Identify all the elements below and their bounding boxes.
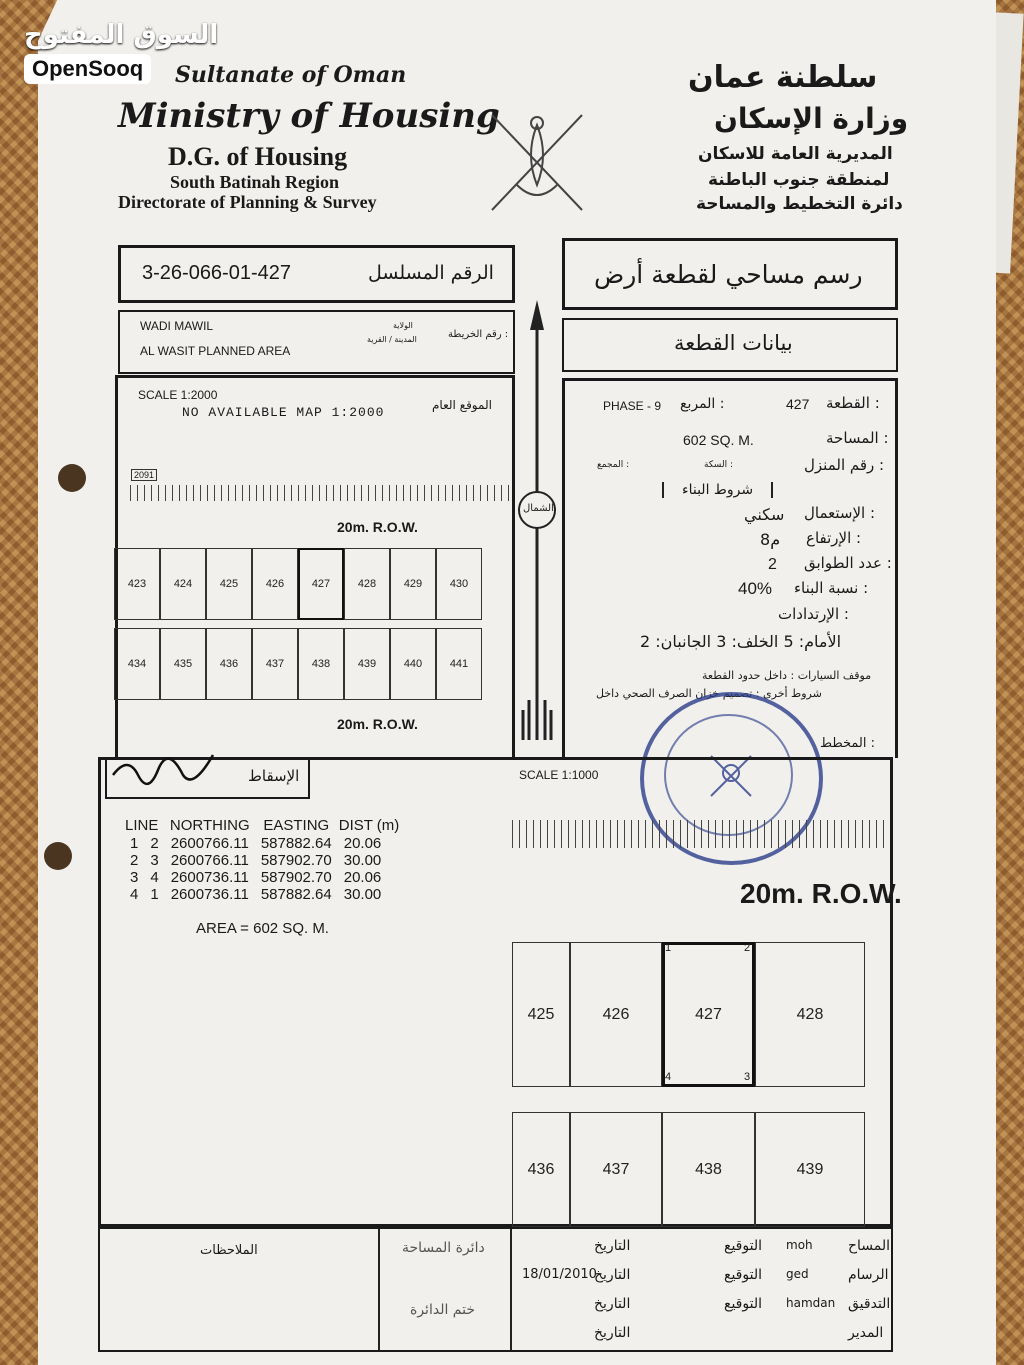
table-cell: 30.00 [343,886,382,903]
detail-plan-lot: 438 [662,1112,755,1227]
table-cell: 587882.64 [260,835,332,852]
table-cell: 4 [130,886,139,903]
header-dg-ar: المديرية العامة للاسكان [698,144,893,164]
footer-cell: المساح [848,1238,891,1254]
map-number-label: رقم الخريطة : [448,329,509,340]
header-sultanate-ar: سلطنة عمان [688,60,878,95]
corner-1: 1 [665,942,672,954]
header-dg: D.G. of Housing [168,142,348,171]
footer-cell: التوقيع [724,1238,762,1254]
site-plan-road-bottom: 20m. R.O.W. [337,716,418,732]
footer-cell: المدير [848,1325,884,1341]
detail-plan-lot: 426 [570,942,662,1087]
footer-cell: التوقيع [724,1267,762,1283]
col-easting: EASTING [263,817,330,834]
table-row [124,869,400,886]
detail-plan-lot: 437 [570,1112,662,1227]
col-dist: DIST (m) [338,817,400,834]
plot-value: 427 [786,396,810,412]
parking-row: موقف السيارات : داخل حدود القطعة [702,669,872,682]
setbacks-value: الأمام: 5 الخلف: 3 الجانبان: 2 [640,632,842,651]
coverage-label: نسبة البناء : [794,579,869,597]
table-cell: 587882.64 [260,886,332,903]
plan-label: المخطط : [820,736,875,751]
detail-plan-lot: 439 [755,1112,865,1227]
survey-dept-stamp-text: دائرة المساحة [402,1240,485,1256]
site-plan-hatch [130,485,510,501]
serial-label: الرقم المسلسل [368,262,494,284]
site-plan-lot: 426 [252,548,298,620]
site-plan-lot: 423 [114,548,160,620]
table-cell: 2600766.11 [170,852,249,869]
table-cell: 2600736.11 [170,869,249,886]
table-cell: 2600766.11 [170,835,249,852]
coords-area: AREA = 602 SQ. M. [196,920,329,937]
site-plan-road-top: 20m. R.O.W. [337,519,418,535]
remarks-label: الملاحظات [200,1243,258,1258]
table-cell: 1 [150,886,159,903]
table-cell: 20.06 [343,869,382,886]
footer-cell: ged [786,1267,809,1281]
table-cell: 3 [130,869,139,886]
corner-3: 3 [744,1071,751,1083]
footer-cell: التاريخ [594,1238,631,1254]
site-plan-lot: 430 [436,548,482,620]
table-row [124,852,400,869]
header-sultanate: Sultanate of Oman [175,62,407,88]
wilayat-label: الولاية [393,321,413,330]
corner-4: 4 [665,1071,672,1083]
city-label: المدينة / القرية [367,335,417,344]
punch-hole-bottom [44,842,72,870]
footer-cell: 18/01/2010 [522,1267,597,1282]
use-label: الإستعمال : [804,504,876,522]
site-plan-lot: 425 [206,548,252,620]
north-label: الشمال [523,503,554,514]
footer-cell: التوقيع [724,1296,762,1312]
table-cell: 2 [130,852,139,869]
logo-arabic: السوق المفتوح [24,20,219,50]
table-cell: 587902.70 [260,852,332,869]
wilayat-value: WADI MAWIL [140,319,214,333]
punch-hole-top [58,464,86,492]
footer-cell: التاريخ [594,1267,631,1283]
detail-road: 20m. R.O.W. [740,878,902,909]
area-value: AL WASIT PLANNED AREA [140,344,291,358]
site-plan-lot: 437 [252,628,298,700]
site-plan-label: الموقع العام [432,398,492,412]
detail-plan-lot: 427 [662,942,755,1087]
building-conditions-label: شروط البناء [662,482,773,498]
plot-label: القطعة : [826,394,880,412]
setbacks-label: الإرتدادات : [778,605,849,623]
use-value: سكني [744,505,785,524]
detail-plan-lot: 428 [755,942,865,1087]
area-label: المساحة : [826,429,889,447]
other-conditions-row: شروط أخرى : تصميم خزان الصرف الصحي داخل [596,687,822,700]
north-arrow-icon [515,300,563,750]
footer-cell: الرسام [848,1267,889,1283]
detail-scale: SCALE 1:1000 [519,768,599,782]
table-cell: 587902.70 [260,869,332,886]
table-cell: 2 [150,835,159,852]
area-value-plot: 602 SQ. M. [683,432,754,448]
table-cell: 30.00 [343,852,382,869]
site-plan-lot: 440 [390,628,436,700]
street-label: السكة : [704,460,733,470]
footer-cell: التدقيق [848,1296,891,1312]
coverage-value: 40% [738,579,773,598]
col-line: LINE [125,817,159,834]
site-plan-scale: SCALE 1:2000 [138,388,218,402]
floors-label: عدد الطوابق : [804,554,892,572]
site-plan-lot: 436 [206,628,252,700]
footer-cell: moh [786,1238,813,1252]
header-directorate: Directorate of Planning & Survey [118,192,377,212]
footer-cell: hamdan [786,1296,836,1310]
site-plan-lot: 439 [344,628,390,700]
site-plan-lot: 429 [390,548,436,620]
dept-seal-text: ختم الدائرة [410,1302,475,1318]
table-row [124,835,400,852]
detail-plan-hatch [512,820,890,848]
house-number-label: رقم المنزل : [804,456,885,474]
complex-label: المجمع : [597,460,630,470]
adjacent-plot-number: 2091 [131,469,157,481]
header-ministry: Ministry of Housing [118,96,500,136]
corner-2: 2 [744,942,751,954]
table-cell: 3 [150,852,159,869]
site-plan-lot: 441 [436,628,482,700]
block-label: المربع : [680,396,725,412]
table-cell: 4 [150,869,159,886]
site-plan-note: NO AVAILABLE MAP 1:2000 [182,405,385,420]
document-title: رسم مساحي لقطعة أرض [594,260,863,289]
detail-plan-lot: 425 [512,942,570,1087]
site-plan-lot: 427 [298,548,344,620]
site-plan-lot: 435 [160,628,206,700]
header-region: South Batinah Region [170,172,340,192]
header-region-ar: لمنطقة جنوب الباطنة [708,170,890,190]
plot-data-heading: بيانات القطعة [674,331,793,355]
header-directorate-ar: دائرة التخطيط والمساحة [696,194,903,214]
floors-value: 2 [768,556,777,573]
oman-emblem-icon [482,105,592,220]
height-value: 8م [760,530,781,549]
block-value: PHASE - 9 [603,399,662,413]
coordinates-body [124,835,400,903]
table-cell: 2600736.11 [170,886,249,903]
site-plan-lot: 438 [298,628,344,700]
footer-cell: التاريخ [594,1296,631,1312]
logo-english: OpenSooq [24,54,151,84]
projection-label: الإسقاط [248,767,300,785]
table-cell: 1 [130,835,139,852]
serial-number: 3-26-066-01-427 [142,262,291,284]
table-cell: 20.06 [343,835,382,852]
site-plan-lot: 434 [114,628,160,700]
site-plan-lot: 424 [160,548,206,620]
footer-cell: التاريخ [594,1325,631,1341]
coordinates-table [124,816,400,903]
table-row [124,886,400,903]
detail-plan-lot: 436 [512,1112,570,1227]
site-plan-lot: 428 [344,548,390,620]
header-ministry-ar: وزارة الإسكان [714,102,909,135]
height-label: الإرتفاع : [806,529,862,547]
signature-icon [108,740,218,798]
col-northing: NORTHING [169,817,250,834]
